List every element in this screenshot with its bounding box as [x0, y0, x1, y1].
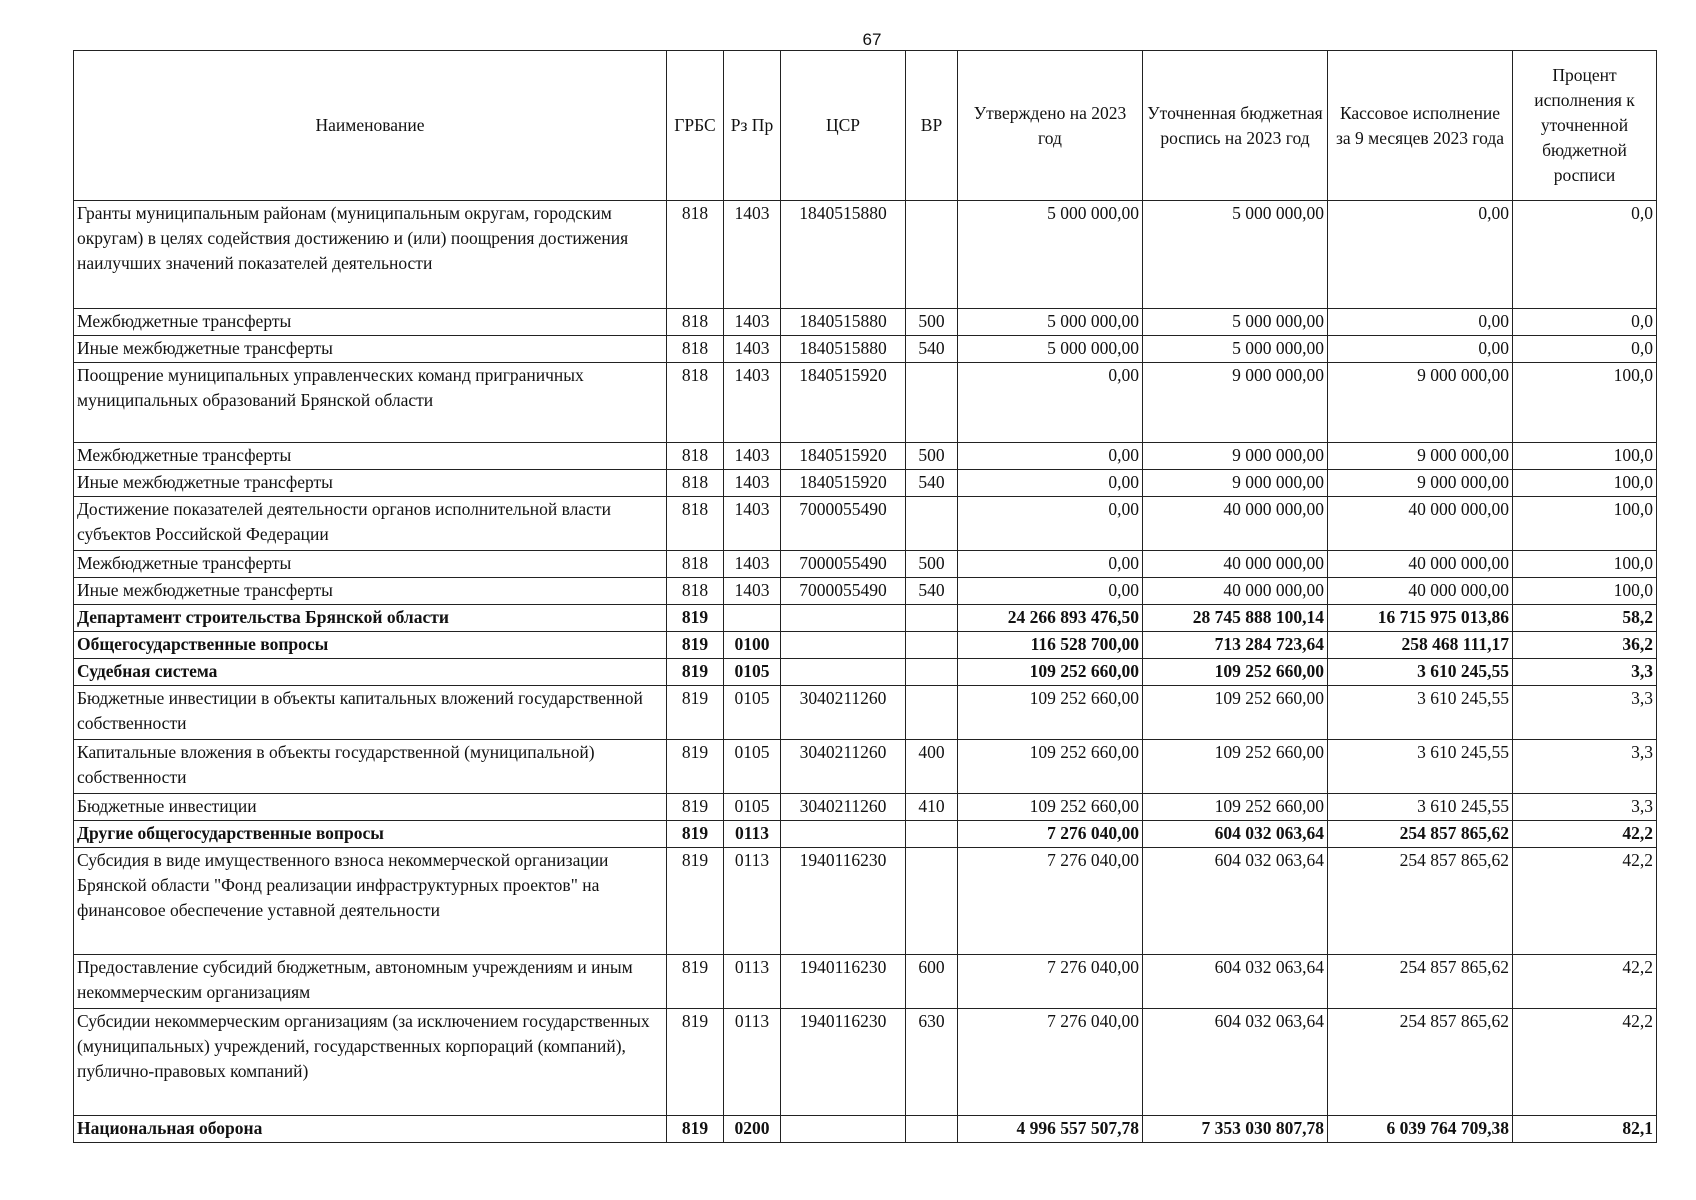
row-refined-cell: 604 032 063,64 — [1143, 848, 1328, 955]
row-refined-cell: 5 000 000,00 — [1143, 309, 1328, 336]
row-rzpr-cell: 0113 — [724, 1009, 781, 1116]
row-approved-cell: 0,00 — [958, 363, 1143, 443]
budget-table — [73, 50, 1657, 1143]
row-rzpr-cell: 1403 — [724, 443, 781, 470]
row-cash-cell: 9 000 000,00 — [1328, 443, 1513, 470]
row-percent-cell: 3,3 — [1513, 794, 1657, 821]
row-approved-cell: 7 276 040,00 — [958, 955, 1143, 1009]
row-refined-cell: 40 000 000,00 — [1143, 578, 1328, 605]
table-row — [74, 201, 1657, 309]
row-name-cell: Иные межбюджетные трансферты — [74, 578, 667, 605]
row-name-cell: Гранты муниципальным районам (муниципальным округам, городским округам) в целях содействия достижению и (или) поощрения достижения наилучших значений показателей деятельности — [74, 201, 667, 309]
row-vr-cell: 500 — [906, 309, 958, 336]
row-percent-cell: 58,2 — [1513, 605, 1657, 632]
row-refined-cell: 5 000 000,00 — [1143, 201, 1328, 309]
row-rzpr-cell — [724, 605, 781, 632]
row-csr-cell: 7000055490 — [781, 551, 906, 578]
row-percent-cell: 3,3 — [1513, 740, 1657, 794]
table-row — [74, 605, 1657, 632]
row-grbs-cell: 818 — [667, 551, 724, 578]
row-refined-cell: 109 252 660,00 — [1143, 740, 1328, 794]
row-cash-cell: 3 610 245,55 — [1328, 794, 1513, 821]
row-rzpr-cell: 1403 — [724, 470, 781, 497]
row-name-cell: Межбюджетные трансферты — [74, 309, 667, 336]
table-row — [74, 309, 1657, 336]
row-vr-cell: 540 — [906, 336, 958, 363]
header-approved: Утверждено на 2023 год — [958, 51, 1143, 201]
row-cash-cell: 254 857 865,62 — [1328, 1009, 1513, 1116]
row-grbs-cell: 818 — [667, 497, 724, 551]
row-cash-cell: 3 610 245,55 — [1328, 659, 1513, 686]
table-row — [74, 1009, 1657, 1116]
row-refined-cell: 28 745 888 100,14 — [1143, 605, 1328, 632]
row-vr-cell — [906, 201, 958, 309]
table-header-row — [74, 51, 1657, 201]
row-rzpr-cell: 0105 — [724, 659, 781, 686]
row-percent-cell: 42,2 — [1513, 848, 1657, 955]
row-rzpr-cell: 0100 — [724, 632, 781, 659]
row-csr-cell: 3040211260 — [781, 740, 906, 794]
row-rzpr-cell: 0200 — [724, 1116, 781, 1143]
row-name-cell: Иные межбюджетные трансферты — [74, 470, 667, 497]
table-row — [74, 659, 1657, 686]
row-name-cell: Другие общегосударственные вопросы — [74, 821, 667, 848]
row-rzpr-cell: 0113 — [724, 848, 781, 955]
row-percent-cell: 100,0 — [1513, 470, 1657, 497]
table-row — [74, 955, 1657, 1009]
table-row — [74, 632, 1657, 659]
row-percent-cell: 42,2 — [1513, 955, 1657, 1009]
row-grbs-cell: 819 — [667, 848, 724, 955]
row-name-cell: Поощрение муниципальных управленческих команд приграничных муниципальных образований Брянской области — [74, 363, 667, 443]
row-grbs-cell: 819 — [667, 740, 724, 794]
row-percent-cell: 82,1 — [1513, 1116, 1657, 1143]
row-approved-cell: 4 996 557 507,78 — [958, 1116, 1143, 1143]
row-cash-cell: 0,00 — [1328, 201, 1513, 309]
row-cash-cell: 3 610 245,55 — [1328, 686, 1513, 740]
header-rzpr: Рз Пр — [724, 51, 781, 201]
row-vr-cell: 540 — [906, 470, 958, 497]
row-approved-cell: 109 252 660,00 — [958, 740, 1143, 794]
row-percent-cell: 100,0 — [1513, 551, 1657, 578]
row-cash-cell: 3 610 245,55 — [1328, 740, 1513, 794]
row-grbs-cell: 818 — [667, 443, 724, 470]
table-row — [74, 443, 1657, 470]
row-csr-cell — [781, 632, 906, 659]
header-grbs: ГРБС — [667, 51, 724, 201]
row-approved-cell: 0,00 — [958, 578, 1143, 605]
row-csr-cell: 1840515880 — [781, 201, 906, 309]
row-csr-cell: 1940116230 — [781, 1009, 906, 1116]
row-cash-cell: 6 039 764 709,38 — [1328, 1116, 1513, 1143]
row-percent-cell: 42,2 — [1513, 821, 1657, 848]
row-csr-cell — [781, 605, 906, 632]
row-refined-cell: 604 032 063,64 — [1143, 1009, 1328, 1116]
row-percent-cell: 0,0 — [1513, 201, 1657, 309]
row-name-cell: Достижение показателей деятельности органов исполнительной власти субъектов Российской Федерации — [74, 497, 667, 551]
row-rzpr-cell: 0113 — [724, 821, 781, 848]
row-rzpr-cell: 1403 — [724, 309, 781, 336]
row-refined-cell: 9 000 000,00 — [1143, 443, 1328, 470]
table-row — [74, 821, 1657, 848]
row-name-cell: Капитальные вложения в объекты государственной (муниципальной) собственности — [74, 740, 667, 794]
header-name: Наименование — [74, 51, 667, 201]
row-name-cell: Департамент строительства Брянской области — [74, 605, 667, 632]
row-rzpr-cell: 0113 — [724, 955, 781, 1009]
row-cash-cell: 254 857 865,62 — [1328, 955, 1513, 1009]
table-row — [74, 470, 1657, 497]
table-row — [74, 363, 1657, 443]
row-rzpr-cell: 0105 — [724, 794, 781, 821]
header-cash: Кассовое исполнение за 9 месяцев 2023 года — [1328, 51, 1513, 201]
row-approved-cell: 5 000 000,00 — [958, 201, 1143, 309]
row-vr-cell: 600 — [906, 955, 958, 1009]
row-name-cell: Судебная система — [74, 659, 667, 686]
row-vr-cell: 400 — [906, 740, 958, 794]
row-name-cell: Общегосударственные вопросы — [74, 632, 667, 659]
row-refined-cell: 40 000 000,00 — [1143, 551, 1328, 578]
header-refined: Уточненная бюджетная роспись на 2023 год — [1143, 51, 1328, 201]
row-cash-cell: 40 000 000,00 — [1328, 551, 1513, 578]
row-approved-cell: 0,00 — [958, 551, 1143, 578]
table-row — [74, 686, 1657, 740]
row-approved-cell: 109 252 660,00 — [958, 686, 1143, 740]
row-rzpr-cell: 0105 — [724, 686, 781, 740]
row-name-cell: Национальная оборона — [74, 1116, 667, 1143]
row-csr-cell: 1940116230 — [781, 955, 906, 1009]
table-row — [74, 336, 1657, 363]
row-name-cell: Субсидия в виде имущественного взноса некоммерческой организации Брянской области "Фонд реализации инфраструктурных проектов" на финансовое обеспечение уставной деятельности — [74, 848, 667, 955]
row-percent-cell: 100,0 — [1513, 497, 1657, 551]
row-rzpr-cell: 1403 — [724, 578, 781, 605]
row-csr-cell: 1840515920 — [781, 470, 906, 497]
row-percent-cell: 36,2 — [1513, 632, 1657, 659]
row-grbs-cell: 819 — [667, 632, 724, 659]
row-refined-cell: 604 032 063,64 — [1143, 955, 1328, 1009]
table-body — [74, 201, 1657, 1143]
row-approved-cell: 0,00 — [958, 443, 1143, 470]
row-grbs-cell: 819 — [667, 955, 724, 1009]
row-csr-cell: 1840515880 — [781, 309, 906, 336]
row-refined-cell: 9 000 000,00 — [1143, 363, 1328, 443]
row-rzpr-cell: 0105 — [724, 740, 781, 794]
header-csr: ЦСР — [781, 51, 906, 201]
row-name-cell: Бюджетные инвестиции в объекты капитальных вложений государственной собственности — [74, 686, 667, 740]
row-refined-cell: 109 252 660,00 — [1143, 659, 1328, 686]
row-vr-cell — [906, 848, 958, 955]
row-csr-cell: 1840515920 — [781, 443, 906, 470]
row-name-cell: Межбюджетные трансферты — [74, 443, 667, 470]
row-csr-cell — [781, 1116, 906, 1143]
row-percent-cell: 3,3 — [1513, 686, 1657, 740]
header-vr: ВР — [906, 51, 958, 201]
row-refined-cell: 604 032 063,64 — [1143, 821, 1328, 848]
row-grbs-cell: 818 — [667, 201, 724, 309]
header-percent: Процент исполнения к уточненной бюджетной росписи — [1513, 51, 1657, 201]
row-approved-cell: 7 276 040,00 — [958, 848, 1143, 955]
table-row — [74, 551, 1657, 578]
table-row — [74, 848, 1657, 955]
row-csr-cell: 1840515880 — [781, 336, 906, 363]
page-number: 67 — [862, 30, 882, 49]
row-refined-cell: 9 000 000,00 — [1143, 470, 1328, 497]
row-approved-cell: 0,00 — [958, 470, 1143, 497]
row-cash-cell: 254 857 865,62 — [1328, 848, 1513, 955]
row-refined-cell: 109 252 660,00 — [1143, 794, 1328, 821]
row-csr-cell: 7000055490 — [781, 497, 906, 551]
row-rzpr-cell: 1403 — [724, 497, 781, 551]
row-approved-cell: 109 252 660,00 — [958, 659, 1143, 686]
row-grbs-cell: 819 — [667, 1116, 724, 1143]
row-vr-cell — [906, 686, 958, 740]
row-cash-cell: 0,00 — [1328, 309, 1513, 336]
row-vr-cell — [906, 659, 958, 686]
row-grbs-cell: 818 — [667, 578, 724, 605]
row-vr-cell — [906, 605, 958, 632]
table-row — [74, 497, 1657, 551]
row-name-cell: Бюджетные инвестиции — [74, 794, 667, 821]
row-csr-cell — [781, 821, 906, 848]
row-grbs-cell: 819 — [667, 605, 724, 632]
row-approved-cell: 5 000 000,00 — [958, 309, 1143, 336]
row-cash-cell: 40 000 000,00 — [1328, 497, 1513, 551]
row-grbs-cell: 818 — [667, 336, 724, 363]
row-cash-cell: 9 000 000,00 — [1328, 470, 1513, 497]
row-csr-cell: 1940116230 — [781, 848, 906, 955]
row-refined-cell: 713 284 723,64 — [1143, 632, 1328, 659]
row-rzpr-cell: 1403 — [724, 551, 781, 578]
row-grbs-cell: 819 — [667, 1009, 724, 1116]
row-refined-cell: 40 000 000,00 — [1143, 497, 1328, 551]
row-grbs-cell: 818 — [667, 470, 724, 497]
row-vr-cell: 500 — [906, 443, 958, 470]
row-name-cell: Предоставление субсидий бюджетным, автономным учреждениям и иным некоммерческим организациям — [74, 955, 667, 1009]
row-rzpr-cell: 1403 — [724, 201, 781, 309]
row-percent-cell: 42,2 — [1513, 1009, 1657, 1116]
row-percent-cell: 3,3 — [1513, 659, 1657, 686]
row-csr-cell: 1840515920 — [781, 363, 906, 443]
row-percent-cell: 0,0 — [1513, 336, 1657, 363]
row-cash-cell: 16 715 975 013,86 — [1328, 605, 1513, 632]
row-approved-cell: 7 276 040,00 — [958, 821, 1143, 848]
row-grbs-cell: 818 — [667, 363, 724, 443]
row-percent-cell: 100,0 — [1513, 578, 1657, 605]
row-cash-cell: 40 000 000,00 — [1328, 578, 1513, 605]
row-approved-cell: 24 266 893 476,50 — [958, 605, 1143, 632]
row-csr-cell: 3040211260 — [781, 794, 906, 821]
row-approved-cell: 0,00 — [958, 497, 1143, 551]
row-cash-cell: 254 857 865,62 — [1328, 821, 1513, 848]
row-refined-cell: 5 000 000,00 — [1143, 336, 1328, 363]
table-row — [74, 578, 1657, 605]
row-csr-cell: 3040211260 — [781, 686, 906, 740]
row-rzpr-cell: 1403 — [724, 363, 781, 443]
row-vr-cell — [906, 363, 958, 443]
row-name-cell: Иные межбюджетные трансферты — [74, 336, 667, 363]
row-refined-cell: 109 252 660,00 — [1143, 686, 1328, 740]
row-approved-cell: 7 276 040,00 — [958, 1009, 1143, 1116]
row-csr-cell — [781, 659, 906, 686]
row-vr-cell — [906, 497, 958, 551]
row-grbs-cell: 819 — [667, 794, 724, 821]
table-row — [74, 1116, 1657, 1143]
row-vr-cell: 630 — [906, 1009, 958, 1116]
row-refined-cell: 7 353 030 807,78 — [1143, 1116, 1328, 1143]
row-approved-cell: 109 252 660,00 — [958, 794, 1143, 821]
row-percent-cell: 100,0 — [1513, 363, 1657, 443]
row-csr-cell: 7000055490 — [781, 578, 906, 605]
row-vr-cell — [906, 1116, 958, 1143]
row-grbs-cell: 818 — [667, 309, 724, 336]
row-name-cell: Межбюджетные трансферты — [74, 551, 667, 578]
row-vr-cell: 500 — [906, 551, 958, 578]
row-grbs-cell: 819 — [667, 821, 724, 848]
row-vr-cell: 410 — [906, 794, 958, 821]
row-grbs-cell: 819 — [667, 686, 724, 740]
row-cash-cell: 0,00 — [1328, 336, 1513, 363]
row-vr-cell — [906, 632, 958, 659]
row-vr-cell — [906, 821, 958, 848]
row-name-cell: Субсидии некоммерческим организациям (за исключением государственных (муниципальных) учреждений, государственных корпораций (компаний), публично-правовых компаний) — [74, 1009, 667, 1116]
row-vr-cell: 540 — [906, 578, 958, 605]
row-approved-cell: 116 528 700,00 — [958, 632, 1143, 659]
row-grbs-cell: 819 — [667, 659, 724, 686]
row-cash-cell: 9 000 000,00 — [1328, 363, 1513, 443]
table-row — [74, 740, 1657, 794]
row-percent-cell: 100,0 — [1513, 443, 1657, 470]
row-cash-cell: 258 468 111,17 — [1328, 632, 1513, 659]
row-percent-cell: 0,0 — [1513, 309, 1657, 336]
row-rzpr-cell: 1403 — [724, 336, 781, 363]
row-approved-cell: 5 000 000,00 — [958, 336, 1143, 363]
table-row — [74, 794, 1657, 821]
